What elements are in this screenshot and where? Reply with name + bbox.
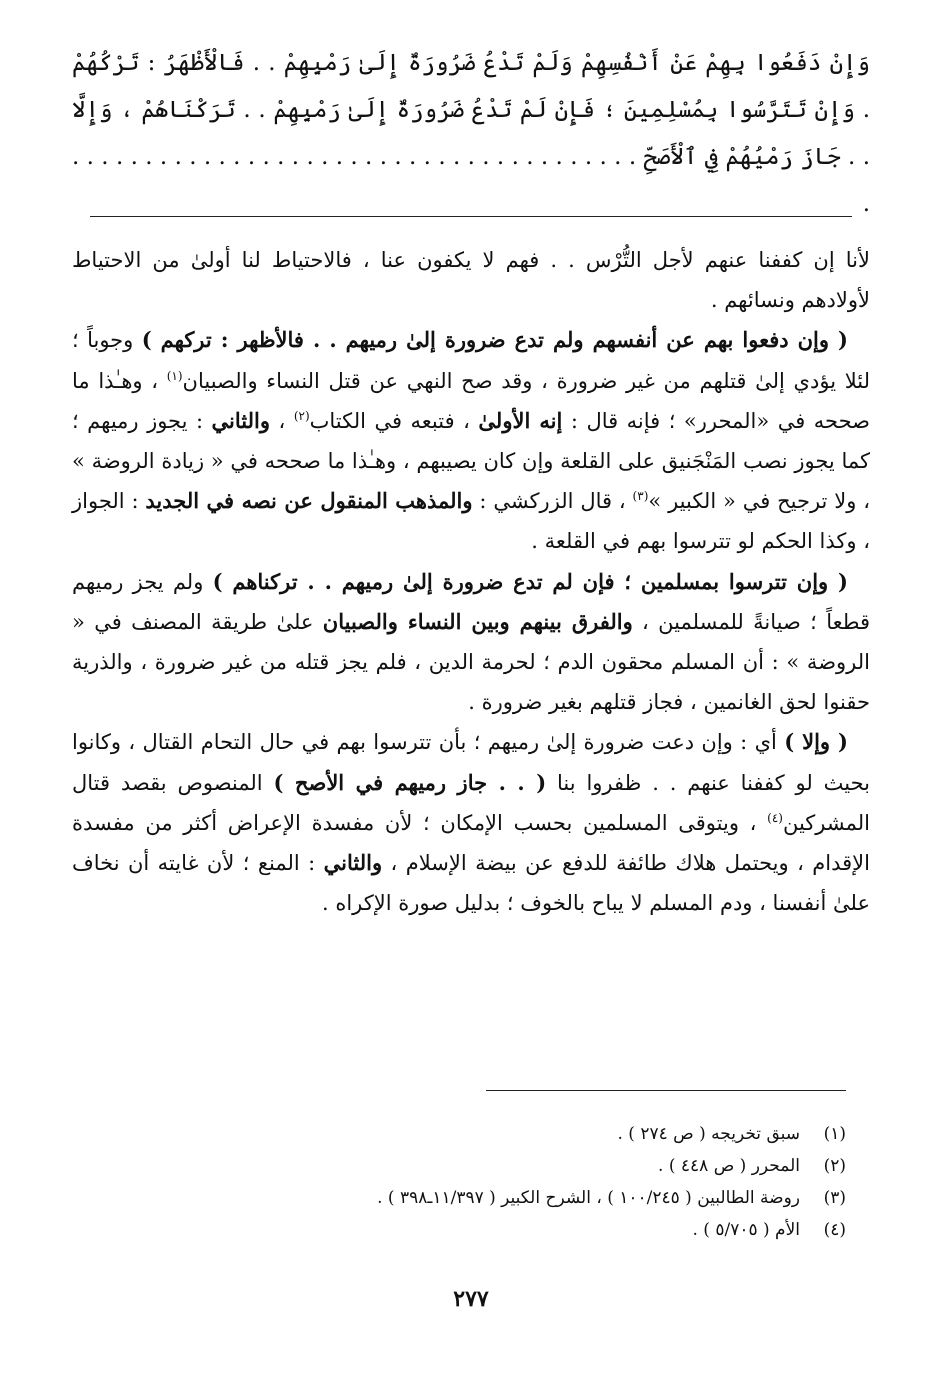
p4-bold-1: ( . . جاز رميهم في الأصح ) <box>273 769 547 795</box>
p4-quote: ( وإلا ) <box>784 729 848 755</box>
p4-text-4: : المنع ؛ لأن غايته أن نخاف علىٰ أنفسنا ، ودم المسلم لا يباح بالخوف ؛ بدليل صورة الإكراه . <box>72 851 870 916</box>
p3-quote: ( وإن تترسوا بمسلمين ؛ فإن لم تدع ضرورة إلىٰ رميهم . . تركناهم ) <box>212 568 848 594</box>
p2-bold-3: والمذهب المنقول عن نصه في الجديد <box>145 488 473 514</box>
matn-dots: . . . . . . . . . . . . . . . . . . . . . . . . . . . . . . . . . . . . . . . <box>72 144 870 217</box>
footnote-ref-3[interactable]: (٣) <box>632 489 649 504</box>
p2-text-6: ، قال الزركشي : <box>472 489 633 514</box>
p2-text-5: : يجوز رميهم ؛ كما يجوز نصب المَنْجَنيق على القلعة وإن كان يصيبهم ، وهـٰذا ما صححه في « زيادة الروضة » ، ولا ترجيح في « الكبير » <box>72 408 870 514</box>
p2-bold-2: والثاني <box>211 407 271 433</box>
p2-text-4: ، <box>270 408 294 433</box>
footnote-text: المحرر ( ص ٤٤٨ ) . <box>658 1156 800 1176</box>
matn-divider <box>90 216 852 217</box>
footnote-number: (١) <box>823 1124 846 1144</box>
footnote-4 <box>160 1214 846 1246</box>
p2-text-7: : الجواز ، وكذا الحكم لو تترسوا بهم في القلعة . <box>72 489 870 554</box>
p2-text-2: ، وهـٰذا ما صححه في «المحرر» ؛ فإنه قال : <box>72 368 870 433</box>
page-number: ٢٧٧ <box>453 1286 489 1312</box>
footnote-ref-2[interactable]: (٢) <box>293 408 310 423</box>
p1-text: لأنا إن كففنا عنهم لأجل التُّرْس . . فهم لا يكفون عنا ، فالاحتياط لنا أولىٰ من الاحتياط لأولادهم ونسائهم . <box>72 248 870 313</box>
footnote-divider <box>486 1090 846 1091</box>
matn-line-1: وَإِنْ دَفَعُوا بِهِمْ عَنْ أَنْفُسِهِمْ وَلَمْ تَدْعُ ضَرُورَةٌ إِلَىٰ رَمْيِهِمْ . . فَالْأَظْهَرُ : تَرْكُهُمْ . وَإِنْ <box>72 50 871 123</box>
commentary-paragraph-4 <box>72 722 870 923</box>
commentary <box>72 240 870 923</box>
p2-bold-1: إنه الأولىٰ <box>478 407 563 433</box>
p2-text-3: ، فتبعه في الكتاب <box>309 408 479 433</box>
footnote-ref-1[interactable]: (١) <box>166 368 183 383</box>
commentary-paragraph-2 <box>72 320 870 561</box>
footnote-number: (٤) <box>823 1220 846 1240</box>
p4-text-3: ، ويتوقى المسلمين بحسب الإمكان ؛ لأن مفسدة الإعراض أكثر من مفسدة الإقدام ، ويحتمل هلاك طائفة للدفع عن بيضة الإسلام ، <box>72 810 870 876</box>
footnote-number: (٣) <box>823 1188 846 1208</box>
footnote-text: الأم ( ٥/٧٠٥ ) . <box>692 1220 800 1240</box>
footnote-3 <box>160 1182 846 1214</box>
p4-text-1: أي : وإن دعت ضرورة إلىٰ رميهم ؛ بأن تترسوا بهم في حال التحام القتال ، وكانوا بحيث لو كففنا عنهم . . ظفروا بنا <box>72 730 870 795</box>
footnote-ref-4[interactable]: (٤) <box>767 810 783 825</box>
p3-bold-1: والفرق بينهم وبين النساء والصبيان <box>322 608 633 634</box>
p4-text-2: المنصوص بقصد قتال المشركين <box>72 770 870 835</box>
p3-text-1: ولم يجز رميهم قطعاً ؛ صيانةً للمسلمين ، <box>72 569 870 634</box>
footnote-number: (٢) <box>823 1156 846 1176</box>
matn-line-2: تَتَرَّسُوا بِمُسْلِمِينَ ؛ فَإِنْ لَمْ تَدْعُ ضَرُورَةٌ إِلَىٰ رَمْيِهِمْ . . تَرَكْنَاهُمْ ، وَإِلَّا . . جَازَ رَمْيُهُمْ فِي <box>72 97 871 170</box>
p3-text-2: علىٰ طريقة المصنف في « الروضة » : أن المسلم محقون الدم ؛ لحرمة الدين ، فلم يجز قتله من غير ضرورة ، والذرية حقنوا لحق الغانمين ، فجاز قتلهم بغير ضرورة . <box>72 609 870 715</box>
matn-text <box>72 40 870 228</box>
commentary-paragraph-3 <box>72 562 870 723</box>
p2-text-1: وجوباً ؛ لئلا يؤدي إلىٰ قتلهم من غير ضرورة ، وقد صح النهي عن قتل النساء والصبيان <box>72 328 870 393</box>
p4-bold-2: والثاني <box>323 850 383 876</box>
matn-line-3: ٱلْأَصَحِّ . <box>628 144 698 170</box>
commentary-paragraph-1 <box>72 240 870 320</box>
footnote-text: سبق تخريجه ( ص ٢٧٤ ) . <box>617 1124 800 1144</box>
footnote-text: روضة الطالبين ( ١٠٠/٢٤٥ ) ، الشرح الكبير ( ١١/٣٩٧ـ٣٩٨ ) . <box>377 1188 800 1208</box>
footnote-1 <box>160 1118 846 1150</box>
footnote-2 <box>160 1150 846 1182</box>
footnotes <box>160 1118 846 1246</box>
p2-quote: ( وإن دفعوا بهم عن أنفسهم ولم تدع ضرورة إلىٰ رميهم . . فالأظهر : تركهم ) <box>141 327 848 353</box>
